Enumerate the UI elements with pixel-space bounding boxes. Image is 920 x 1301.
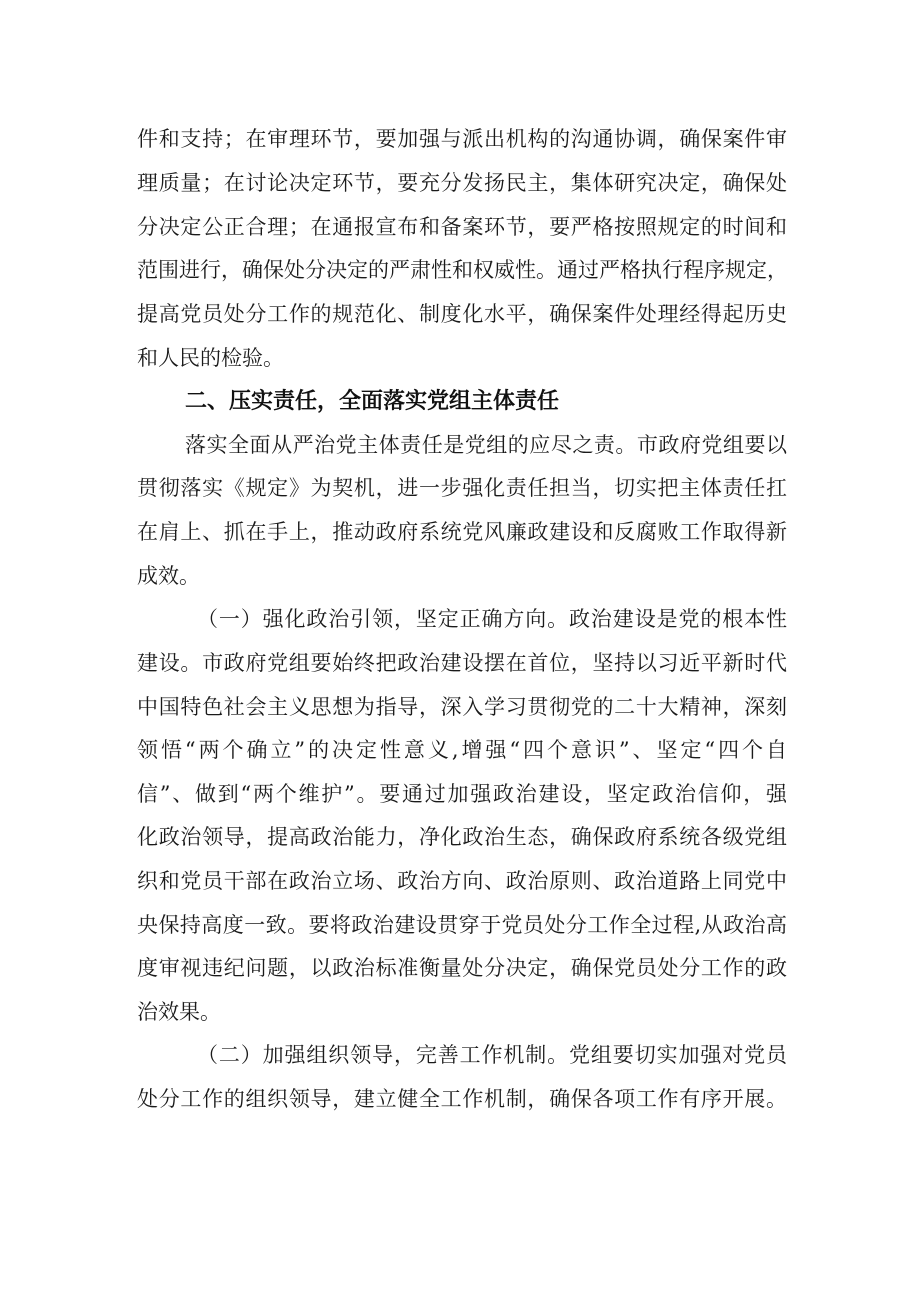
body-text-line: 和人民的检验。 — [137, 346, 284, 370]
body-text-line: 建设。市政府党组要始终把政治建设摆在首位，坚持以习近平新时代 — [137, 651, 787, 675]
body-text-line: 贯彻落实《规定》为契机，进一步强化责任担当，切实把主体责任扛 — [137, 476, 787, 500]
body-text-line: 理质量；在讨论决定环节，要充分发扬民主，集体研究决定，确保处 — [137, 171, 787, 195]
subsection-first-line: （一）强化政治引领，坚定正确方向。政治建设是党的根本性 — [197, 607, 787, 631]
body-text-line: 件和支持；在审理环节，要加强与派出机构的沟通协调，确保案件审 — [137, 127, 787, 151]
body-text-line: 提高党员处分工作的规范化、制度化水平，确保案件处理经得起历史 — [137, 302, 787, 326]
body-text-line: 治效果。 — [137, 1000, 221, 1024]
body-text-line: 落实全面从严治党主体责任是党组的应尽之责。市政府党组要以 — [185, 433, 787, 457]
body-text-line: 范围进行，确保处分决定的严肃性和权威性。通过严格执行程序规定， — [137, 258, 788, 282]
body-text-line: 信”、做到“两个维护”。要通过加强政治建设，坚定政治信仰，强 — [137, 782, 787, 806]
body-text-line: 分决定公正合理；在通报宣布和备案环节，要严格按照规定的时间和 — [137, 215, 787, 239]
body-text-line: 化政治领导，提高政治能力，净化政治生态，确保政府系统各级党组 — [137, 825, 787, 849]
body-text-line: 央保持高度一致。要将政治建设贯穿于党员处分工作全过程,从政治高 — [137, 913, 787, 937]
body-text-line: 领悟“两个确立”的决定性意义,增强“四个意识”、坚定“四个自 — [137, 738, 787, 762]
body-text-line: 成效。 — [137, 564, 200, 588]
body-text-line: 在肩上、抓在手上，推动政府系统党风廉政建设和反腐败工作取得新 — [137, 520, 787, 544]
subsection-first-line: （二）加强组织领导，完善工作机制。党组要切实加强对党员 — [197, 1043, 787, 1067]
body-text-line: 度审视违纪问题，以政治标准衡量处分决定，确保党员处分工作的政 — [137, 956, 787, 980]
body-text-line: 织和党员干部在政治立场、政治方向、政治原则、政治道路上同党中 — [137, 869, 787, 893]
section-heading: 二、压实责任，全面落实党组主体责任 — [185, 389, 560, 414]
body-text-line: 中国特色社会主义思想为指导，深入学习贯彻党的二十大精神，深刻 — [137, 695, 787, 719]
body-text-line: 处分工作的组织领导，建立健全工作机制，确保各项工作有序开展。 — [137, 1087, 787, 1111]
